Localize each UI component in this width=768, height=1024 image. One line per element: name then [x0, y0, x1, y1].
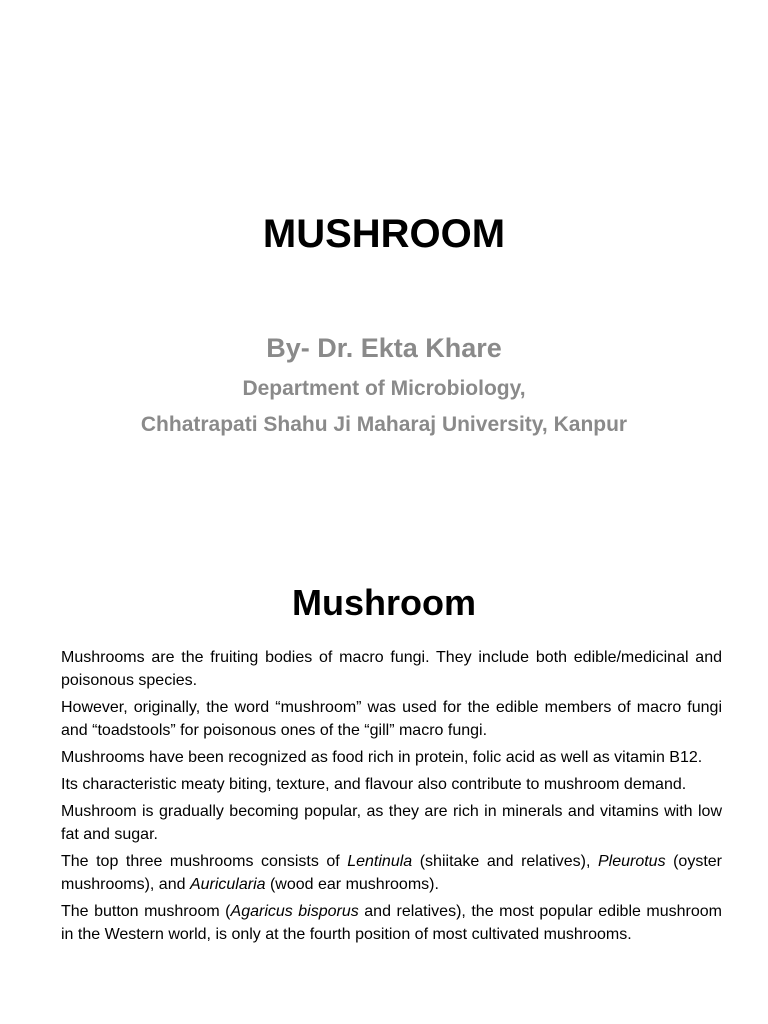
paragraph-nutrition: Mushrooms have been recognized as food rich in protein, folic acid as well as vitamin B12. — [61, 749, 703, 766]
content-slide-title: Mushroom — [292, 582, 476, 623]
genus-name: Lentinula — [347, 853, 413, 870]
paragraph-button-mushroom — [61, 900, 722, 946]
content-slide — [0, 512, 768, 1024]
author-byline: By- Dr. Ekta Khare — [266, 333, 502, 363]
species-name: Agaricus bisporus — [230, 903, 359, 920]
genus-name: Pleurotus — [597, 853, 666, 870]
content-body — [61, 646, 722, 950]
paragraph-top-three — [61, 850, 722, 896]
paragraph-demand: Its characteristic meaty biting, texture, and flavour also contribute to mushroom demand. — [61, 776, 687, 793]
text-segment: The top three mushrooms consists of — [61, 853, 348, 870]
slide-title: MUSHROOM — [262, 212, 506, 256]
university-label: Chhatrapati Shahu Ji Maharaj University, Kanpur — [140, 413, 628, 436]
paragraph-word-origin: However, originally, the word “mushroom” was used for the edible members of macro fungi and “toadstools” for poisonous ones of the “gill” macro fungi. — [61, 699, 722, 739]
text-segment: The button mushroom ( — [61, 903, 231, 920]
paragraph-popularity: Mushroom is gradually becoming popular, as they are rich in minerals and vitamins with low fat and sugar. — [61, 803, 722, 843]
text-segment: (oyster mushrooms), and — [61, 853, 722, 893]
text-segment: and relatives), the most popular edible mushroom in the Western world, is only at the fourth position of most cultivated mushrooms. — [61, 903, 723, 943]
genus-name: Auricularia — [189, 876, 266, 893]
department-label: Department of Microbiology, — [242, 377, 526, 400]
text-segment: (shiitake and relatives), — [412, 853, 598, 870]
text-segment: (wood ear mushrooms). — [265, 876, 439, 893]
paragraph-fruiting-bodies: Mushrooms are the fruiting bodies of macro fungi. They include both edible/medicinal and poisonous species. — [61, 649, 722, 689]
